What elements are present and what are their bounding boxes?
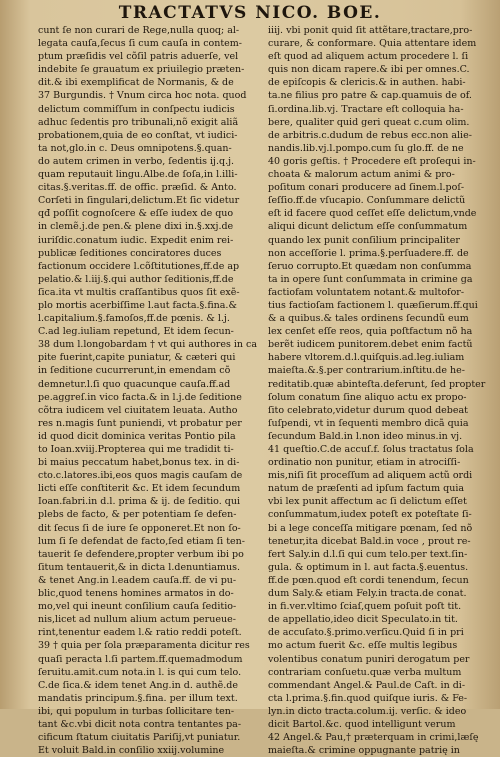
text-line: l.capitalium.§.famoſos,ff.de pœnis. & l.j.	[38, 313, 230, 325]
text-line: ff.de pœn.quod eſt cordi tenendum, ſecun	[268, 574, 469, 586]
text-line: factionum occidere l.cõſtitutiones,ff.de ap	[38, 260, 240, 272]
text-line: eſt id facere quod ceſſet eſſe delictum,vnde	[268, 208, 477, 220]
text-line: adhuc ſedentis pro tribunali,nõ exigit aliã	[38, 116, 239, 128]
text-line: conſummatum,iudex poteſt ex poteſtate ſi-	[268, 509, 472, 521]
text-line: non acceſſorie l. prima.§.perſuadere.ff. de	[268, 247, 469, 259]
text-line: gula. & optimum in l. aut facta.§.euentus.	[268, 561, 469, 573]
text-line: indebite ſe grauatum ex priuilegio præten-	[38, 64, 245, 76]
text-line: berẽt iudicem punitorem.debet enim factũ	[268, 339, 473, 351]
text-line: in ſeditione cucurrerunt,in emendam cõ	[38, 365, 231, 377]
text-line: res n.magis ſunt puniendi, vt probatur per	[38, 417, 242, 429]
text-line: 40 goris geſtis. † Procedere eſt proſequi in-	[268, 155, 476, 167]
text-line: quis non dicam rapere.& ibi per omnes.C.	[268, 64, 470, 76]
text-line: reditatib.quæ abinteſta.deferunt, ſed propter	[268, 378, 486, 390]
text-line: ta not,glo.in c. Deus omnipotens.§.quan-	[38, 142, 232, 154]
text-line: publicæ ſeditiones conciratores duces	[38, 247, 222, 259]
text-line: & a quibus.& tales ordinens ſecundũ eum	[268, 313, 469, 325]
text-line: vbi lex punit affectum ac ſi delictum eſſet	[268, 496, 467, 508]
text-line: mandatis principum.§.fina. per illum text.	[38, 692, 238, 704]
text-line: delictum commiſſum in conſpectu iudicis	[38, 103, 235, 115]
text-line: dicit Bartol.&c. quod intelligunt verum	[268, 718, 456, 730]
text-line: licti eſſe conſtiterit &c. Et idem ſecundum	[38, 483, 241, 495]
text-line: plebs de facto, & per potentiam ſe defen-	[38, 509, 237, 521]
text-line: to Ioan.xviij.Propterea qui me tradidit ti-	[38, 444, 234, 455]
text-line: 39 † quia per ſola præparamenta dicitur res	[38, 640, 250, 652]
text-line: dum Saly.& etiam Fely.in tracta.de conat.	[268, 588, 467, 600]
text-line: quando lex punit conſilium principaliter	[268, 234, 460, 246]
text-line: quaſi peracta l.ſi partem.ff.quemadmodum	[38, 653, 243, 665]
text-line: in fi.ver.vltimo ſciaſ,quem poſuit poſt tit.	[268, 601, 462, 613]
text-line: tius factioſam factionem l. quæſierum.ff.qui	[268, 299, 478, 311]
text-line: Et voluit Bald.in conſilio xxiij.volumine	[38, 745, 225, 757]
text-line: do autem crimen in verbo, ſedentis ij.q.j.	[38, 155, 235, 167]
text-line: bi a lege conceſſa mitigare pœnam, ſed nõ	[268, 522, 473, 534]
text-line: quam reputauit lingu.Albe.de ſoſa,in l.illi-	[38, 169, 238, 181]
text-line: factiofam voluntatem notant.& multofor-	[268, 286, 465, 298]
text-line: lex cenſet eſſe reos, quia poſtfactum nõ ha	[268, 326, 473, 338]
text-line: de epiſcopis & clericis.& in authen. habi-	[268, 77, 466, 89]
text-line: C.de ſica.& idem tenet Ang.in d. authẽ.de	[38, 679, 238, 691]
text-line: cificum ſtatum ciuitatis Pariſij,vt puniatur.	[38, 732, 241, 744]
text-line: poſitum conari producere ad ſinem.l.poſ-	[268, 182, 465, 194]
text-line: blic,quod tenens homines armatos in do-	[38, 588, 234, 600]
text-line: Ioan.fabri.in d.l. prima & ij. de ſeditio. qui	[38, 496, 241, 508]
text-line: ſitum tentauerit,& in dicta l.denuntiamus.	[38, 561, 240, 573]
text-line: ta in opere ſunt conſummata in crimine ga	[268, 273, 473, 285]
text-line: 37 Burgundis. † Vnum circa hoc nota. quod	[38, 90, 247, 102]
text-line: demnetur.l.ſi quo quacunque cauſa.ff.ad	[38, 378, 231, 390]
text-line: ſeruo corrupto.Et quædam non conſumma	[268, 260, 472, 272]
right-text-column	[268, 24, 490, 757]
text-line: eſt quod ad aliquem actum procedere l. ſi	[268, 51, 469, 63]
text-line: curare, & conformare. Quia attentare idem	[268, 38, 477, 50]
text-line: tauerit ſe defendere,propter verbum ibi po	[38, 548, 244, 560]
text-line: fert Saly.in d.l.ſi qui cum telo.per text.ſin-	[268, 548, 468, 560]
text-line: de accuſato.§.primo.verſicu.Quid ſi in pri	[268, 627, 464, 639]
text-line: cunt ſe non curari de Rege,nulla quoq; al-	[38, 25, 240, 36]
text-line: de appellatio,ideo dicit Speculato.in tit.	[268, 614, 458, 626]
text-line: de arbitris.c.dudum de rebus ecc.non alie-	[268, 129, 472, 141]
text-line: cto.c.latores.ibi,eos quos magis cauſam de	[38, 470, 243, 482]
text-line: plo mortis acerbiſſime l.aut facta.§.fina.&	[38, 299, 237, 311]
text-line: dit ſecus ſi de iure ſe opponeret.Et non ſo-	[38, 522, 241, 534]
text-line: ſecundum Bald.in l.non ideo minus.in vj.	[268, 430, 463, 442]
text-line: volentibus conatum puniri derogatum per	[268, 653, 470, 665]
text-line: commendant Angel.& Paul.de Caſt. in di-	[268, 679, 466, 691]
running-title: TRACTATVS NICO. BOE.	[118, 3, 382, 23]
text-line: & tenet Ang.in l.eadem cauſa.ff. de vi pu-	[38, 574, 237, 586]
text-line: probationem,quia de eo conſtat, vt iudici-	[38, 129, 238, 141]
text-line: contrariam conſuetu.quæ verba multum	[268, 666, 462, 678]
text-line: mo,vel qui ineunt conſilium cauſa ſeditio-	[38, 601, 237, 613]
text-line: aliqui dicunt delictum eſſe conſummatum	[268, 221, 468, 233]
text-line: iuriſdic.conatum iudic. Expedit enim rei-	[38, 234, 234, 246]
text-line: id quod dicit dominica veritas Pontio pila	[38, 430, 236, 442]
text-line: 41 queſtio.C.de accuſ.f. ſolus tractatus ſola	[268, 444, 474, 455]
text-line: maieſta.&.§.per contrarium.inſtitu.de he-	[268, 365, 465, 377]
text-line: cta l.prima.§.fin.quod quiſque iuris. & Fe-	[268, 692, 468, 704]
text-line: bi maius peccatum habet,bonus tex. in di-	[38, 457, 240, 469]
text-line: nis,licet ad nullum alium actum perueue-	[38, 614, 236, 626]
text-line: ta.ne filius pro patre & cap.quamuis de of.	[268, 90, 472, 102]
text-line: ſeruitu.amit.cum nota.in l. is qui cum telo.	[38, 666, 242, 678]
text-line: iiij. vbi ponit quid ſit attẽtare,tractare,pro-	[268, 25, 473, 36]
text-line: tant &c.vbi dicit nota contra tentantes pa-	[38, 718, 242, 730]
text-line: 38 dum l.longobardam † vt qui authores in ca	[38, 339, 258, 351]
text-line: ibi, qui populum in turbas ſollicitare ten-	[38, 705, 235, 717]
text-line: dit.& ibi exemplificat de Normanis, & de	[38, 77, 234, 89]
text-line: rint,tenentur eadem l.& ratio reddi poteſt.	[38, 627, 242, 639]
text-line: ordinatio non punitur, etiam in atrociſſi-	[268, 457, 461, 469]
text-line: ſi.ordina.lib.vj. Tractare eſt colloquia ha-	[268, 103, 464, 115]
text-line: maieſta.& crimine oppugnante patrię in	[268, 745, 460, 757]
text-line: C.ad leg.iuliam repetund, Et idem ſecun-	[38, 326, 234, 338]
text-line: in clemẽ.j.de pen.& plene dixi in.§.xxj.de	[38, 221, 234, 233]
text-line: natum de præſenti ad ipſum factum quia	[268, 483, 465, 495]
text-line: ſeſſio.ff.de vſucapio. Conſummare delictũ	[268, 195, 466, 207]
text-line: ſolum conatum ſine aliquo actu ex propo-	[268, 391, 467, 403]
text-line: nandis.lib.vj.l.pompo.cum ſu glo.ff. de ne	[268, 142, 464, 154]
text-line: lyn.in dicto tracta.colum.ij. verſic. & ideo	[268, 705, 467, 717]
text-line: lum ſi ſe defendat de facto,ſed etiam ſi ten-	[38, 535, 245, 547]
text-line: Corſeti in ſingulari,delictum.Et ſic videtur	[38, 195, 240, 207]
text-line: ſica.ita vt multis craſſantibus quos ſit exẽ-	[38, 286, 240, 298]
left-text-column	[38, 24, 260, 757]
text-line: mo actum fuerit &c. eſſe multis legibus	[268, 640, 458, 652]
text-line: tenetur,ita dicebat Bald.in voce , prout re-	[268, 535, 471, 547]
text-line: choata & malorum actum animi & pro-	[268, 169, 455, 181]
text-line: habere vltorem.d.l.quiſquis.ad.leg.iuliam	[268, 352, 465, 364]
text-line: pe.aggreſ.in vico facta.& in l.j.de ſeditione	[38, 391, 242, 403]
text-line: ſuſpendi, vt in ſequenti membro dicã quia	[268, 417, 469, 429]
text-line: citas.§.veritas.ff. de offic. præſid. & Anto.	[38, 182, 237, 194]
text-line: ptum præſidis vel cõſil patris aduerſe, vel	[38, 51, 239, 63]
text-line: pite fuerint,capite puniatur, & cæteri qui	[38, 352, 236, 364]
text-line: bere, qualiter quid geri queat c.cum olim.	[268, 116, 470, 128]
text-line: pelatio.& l.iij.§.qui author ſeditionis,ff.de	[38, 273, 234, 285]
text-line: ſito celebrato,videtur durum quod debeat	[268, 404, 468, 416]
text-line: qđ poſſit cognoſcere & eſſe iudex de quo	[38, 208, 234, 220]
text-line: mis,niſi ſit proceſſum ad aliquem actũ ordi	[268, 470, 473, 482]
text-line: cõtra iudicem vel ciuitatem leuata. Autho	[38, 404, 238, 416]
text-line: legata cauſa,ſecus ſi cum cauſa in contem-	[38, 38, 243, 50]
text-line: 42 Angel.& Pau,† præterquam in crimi,læſę	[268, 732, 479, 744]
